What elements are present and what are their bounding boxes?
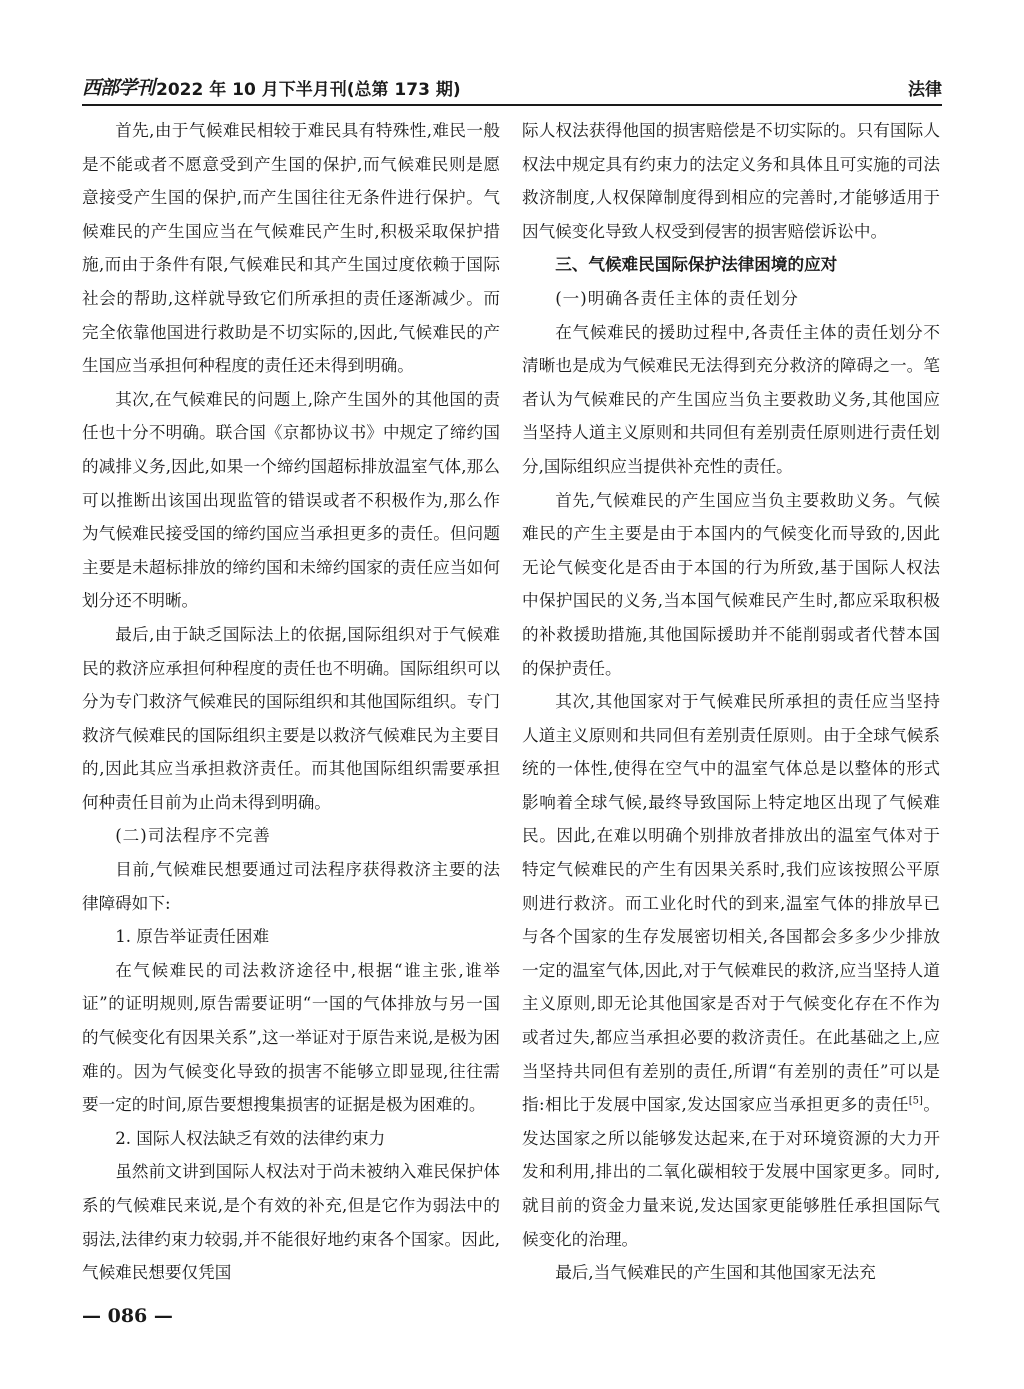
paragraph-text: 其次,其他国家对于气候难民所承担的责任应当坚持人道主义原则和共同但有差别责任原则。由于全球气候系统的一体性,使得在空气中的温室气体总是以整体的形式影响着全球气候,最终导致国际上特定地区出现了气候难民。因此,在难以明确个别排放者排放出的温室气体对于特定气候难民的产生有因果关系时,我们应该按照公平原则进行救济。而工业化时代的到来,温室气体的排放早已与各个国家的生存发展密切相关,各国都会多多少少排放一定的温室气体,因此,对于气候难民的救济,应当坚持人道主义原则,即无论其他国家是否对于气候变化存在不作为或者过失,都应当承担必要的救济责任。在此基础之上,应当坚持共同但有差别的责任,所谓“有差别的责任”可以是指:相比于发展中国家,发达国家应当承担更多的责任 — [522, 692, 940, 1115]
right-column — [522, 114, 940, 1290]
paragraph: 其次,在气候难民的问题上,除产生国外的其他国的责任也十分不明确。联合国《京都协议书》中规定了缔约国的减排义务,因此,如果一个缔约国超标排放温室气体,那么可以推断出该国出现监管的错误或者不积极作为,那么作为气候难民接受国的缔约国应当承担更多的责任。但问题主要是未超标排放的缔约国和未缔约国家的责任应当如何划分还不明晰。 — [82, 389, 500, 611]
header-left — [82, 73, 461, 104]
paragraph: 最后,由于缺乏国际法上的依据,国际组织对于气候难民的救济应承担何种程度的责任也不明确。国际组织可以分为专门救济气候难民的国际组织和其他国际组织。专门救济气候难民的国际组织主要是以救济气候难民为主要目的,因此其应当承担救济责任。而其他国际组织需要承担何种责任目前为止尚未得到明确。 — [82, 624, 500, 812]
section-name: 法律 — [908, 80, 942, 100]
running-header — [82, 70, 942, 106]
subsection-heading: (一)明确各责任主体的责任划分 — [555, 288, 799, 308]
numbered-heading: 1. 原告举证责任困难 — [115, 927, 270, 947]
subsection-heading: (二)司法程序不完善 — [115, 826, 271, 846]
page-number: — 086 — — [82, 1305, 173, 1327]
paragraph: 虽然前文讲到国际人权法对于尚未被纳入难民保护体系的气候难民来说,是个有效的补充,但是它作为弱法中的弱法,法律约束力较弱,并不能很好地约束各个国家。因此,气候难民想要仅凭国 — [82, 1162, 500, 1283]
citation-ref[interactable]: [5] — [908, 1095, 923, 1107]
paragraph: 最后,当气候难民的产生国和其他国家无法充 — [555, 1263, 876, 1283]
paragraph: 首先,气候难民的产生国应当负主要救助义务。气候难民的产生主要是由于本国内的气候变化而导致的,因此无论气候变化是否由于本国的行为所致,基于国际人权法中保护国民的义务,当本国气候难民产生时,都应采取积极的补救援助措施,其他国际援助并不能削弱或者代替本国的保护责任。 — [522, 490, 940, 678]
paragraph-text: 。发达国家之所以能够发达起来,在于对环境资源的大力开发和利用,排出的二氧化碳相较于发展中国家更多。同时,就目前的资金力量来说,发达国家更能够胜任承担国际气候变化的治理。 — [522, 1095, 940, 1249]
journal-logo: 西部学刊 — [82, 77, 155, 99]
issue-info: 2022 年 10 月下半月刊(总第 173 期) — [156, 80, 461, 100]
paragraph: 在气候难民的援助过程中,各责任主体的责任划分不清晰也是成为气候难民无法得到充分救济的障碍之一。笔者认为气候难民的产生国应当负主要救助义务,其他国应当坚持人道主义原则和共同但有差别责任原则进行责任划分,国际组织应当提供补充性的责任。 — [522, 322, 940, 476]
paragraph: 首先,由于气候难民相较于难民具有特殊性,难民一般是不能或者不愿意受到产生国的保护,而气候难民则是愿意接受产生国的保护,而产生国往往无条件进行保护。气候难民的产生国应当在气候难民产生时,积极采取保护措施,而由于条件有限,气候难民和其产生国过度依赖于国际社会的帮助,这样就导致它们所承担的责任逐渐减少。而完全依靠他国进行救助是不切实际的,因此,气候难民的产生国应当承担何种程度的责任还未得到明确。 — [82, 121, 500, 376]
numbered-heading: 2. 国际人权法缺乏有效的法律约束力 — [115, 1128, 386, 1148]
section-heading: 三、气候难民国际保护法律困境的应对 — [555, 255, 838, 275]
paragraph: 目前,气候难民想要通过司法程序获得救济主要的法律障碍如下: — [82, 860, 500, 913]
paragraph — [522, 685, 940, 1256]
paragraph: 在气候难民的司法救济途径中,根据“谁主张,谁举证”的证明规则,原告需要证明“一国的气体排放与另一国的气候变化有因果关系”,这一举证对于原告来说,是极为困难的。因为气候变化导致的损害不能够立即显现,往往需要一定的时间,原告要想搜集损害的证据是极为困难的。 — [82, 960, 500, 1115]
left-column — [82, 114, 500, 1290]
paragraph: 际人权法获得他国的损害赔偿是不切实际的。只有国际人权法中规定具有约束力的法定义务和具体且可实施的司法救济制度,人权保障制度得到相应的完善时,才能够适用于因气候变化导致人权受到侵害的损害赔偿诉讼中。 — [522, 121, 940, 241]
